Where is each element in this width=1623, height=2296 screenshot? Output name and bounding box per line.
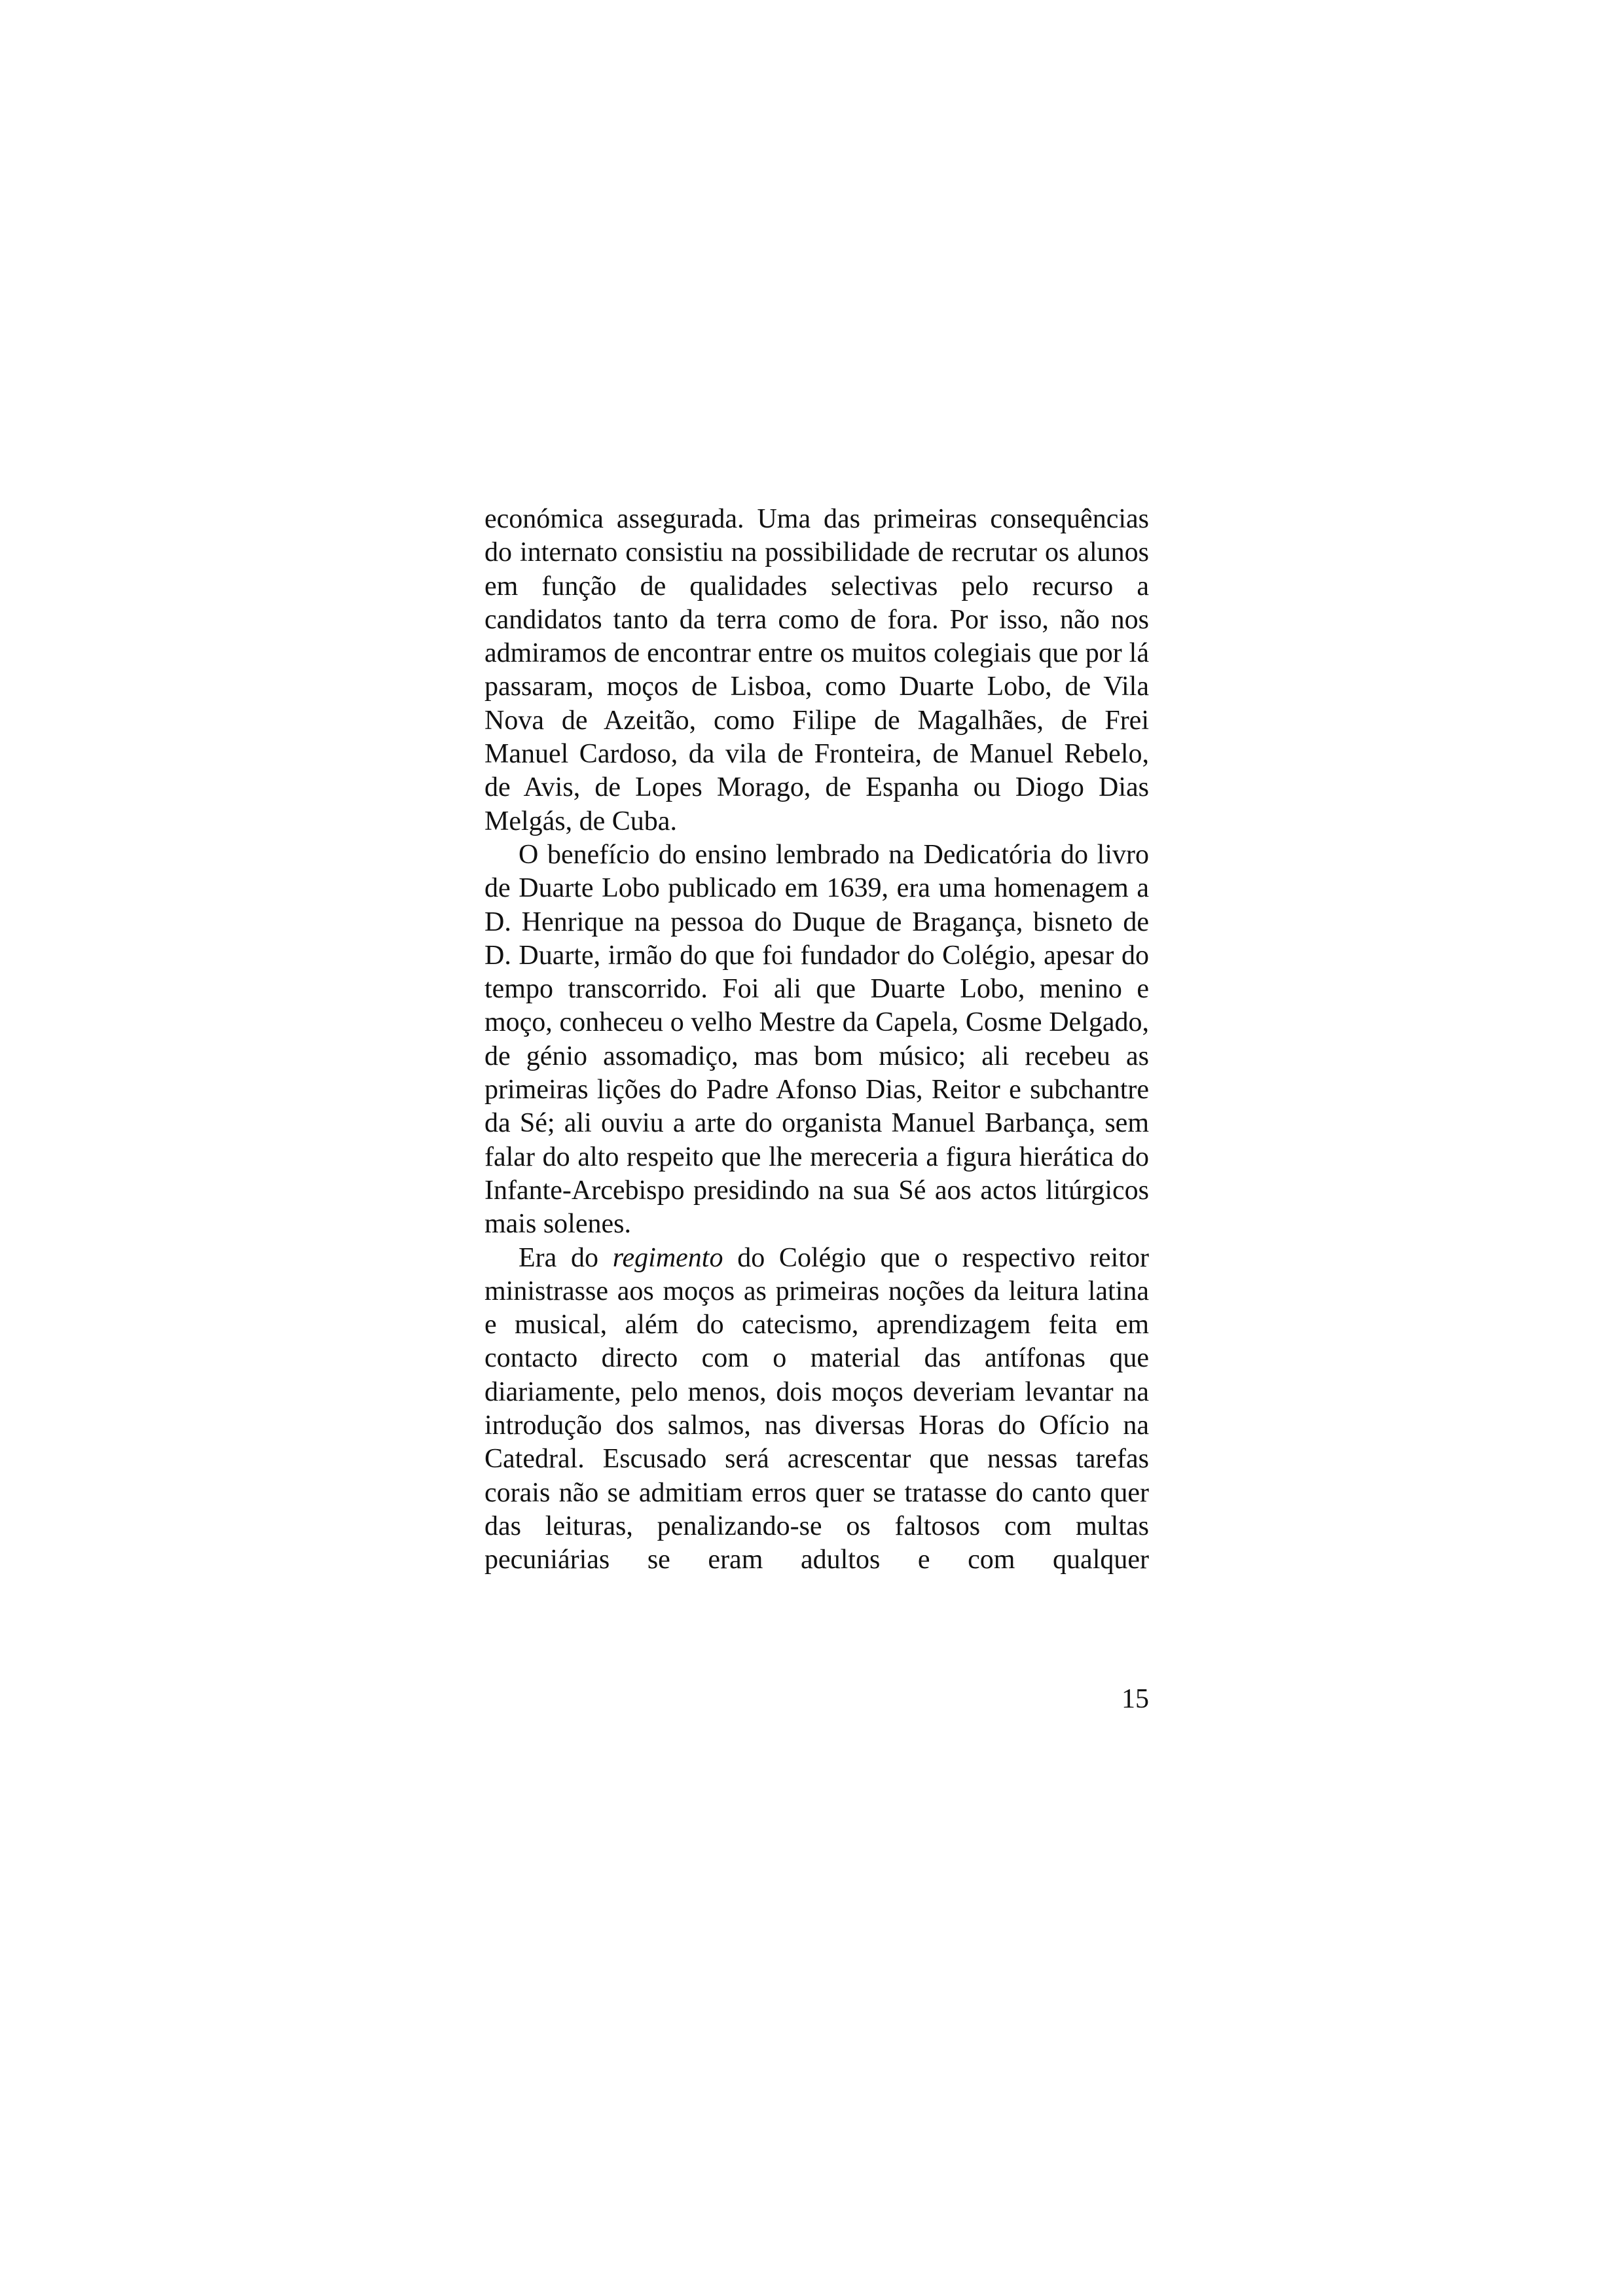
paragraph-3-lead: Era do: [519, 1242, 613, 1273]
paragraph-1: económica assegurada. Uma das primeiras consequências do internato consistiu na possibilidade de recrutar os alunos em função de qualidades selectivas pelo recurso a candidatos tanto da terra como de fora. Por isso, não nos admiramos de encontrar entre os muitos colegiais que por lá passaram, moços de Lisboa, como Duarte Lobo, de Vila Nova de Azeitão, como Filipe de Magalhães, de Frei Manuel Cardoso, da vila de Fronteira, de Manuel Rebelo, de Avis, de Lopes Morago, de Espanha ou Diogo Dias Melgás, de Cuba.: [484, 504, 1149, 836]
italic-term: regimento: [612, 1242, 723, 1273]
page-number: 15: [1122, 1684, 1149, 1714]
paragraph-3-rest: do Colégio que o respectivo reitor ministrasse aos moços as primeiras noções da leitura latina e musical, além do catecismo, aprendizagem feita em contacto directo com o material das antífonas que diariamente, pelo menos, dois moços deveriam levantar na introdução dos salmos, nas diversas Horas do Ofício na Catedral. Escusado será acrescentar que nessas tarefas corais não se admitiam erros quer se tratasse do canto quer das leituras, penalizando-se os faltosos com multas pecuniárias se eram adultos e com qualquer: [484, 1242, 1149, 1575]
paragraph-3: [484, 1242, 1149, 1577]
paragraph-2: O benefício do ensino lembrado na Dedicatória do livro de Duarte Lobo publicado em 1639, era uma homenagem a D. Henrique na pessoa do Duque de Bragança, bisneto de D. Duarte, irmão do que foi fundador do Colégio, apesar do tempo transcorrido. Foi ali que Duarte Lobo, menino e moço, conheceu o velho Mestre da Capela, Cosme Delgado, de génio assomadiço, mas bom músico; ali recebeu as primeiras lições do Padre Afonso Dias, Reitor e subchantre da Sé; ali ouviu a arte do organista Manuel Barbança, sem falar do alto respeito que lhe mereceria a figura hierática do Infante-Arcebispo presidindo na sua Sé aos actos litúrgicos mais solenes.: [484, 839, 1149, 1240]
body-text: [484, 503, 1149, 1577]
